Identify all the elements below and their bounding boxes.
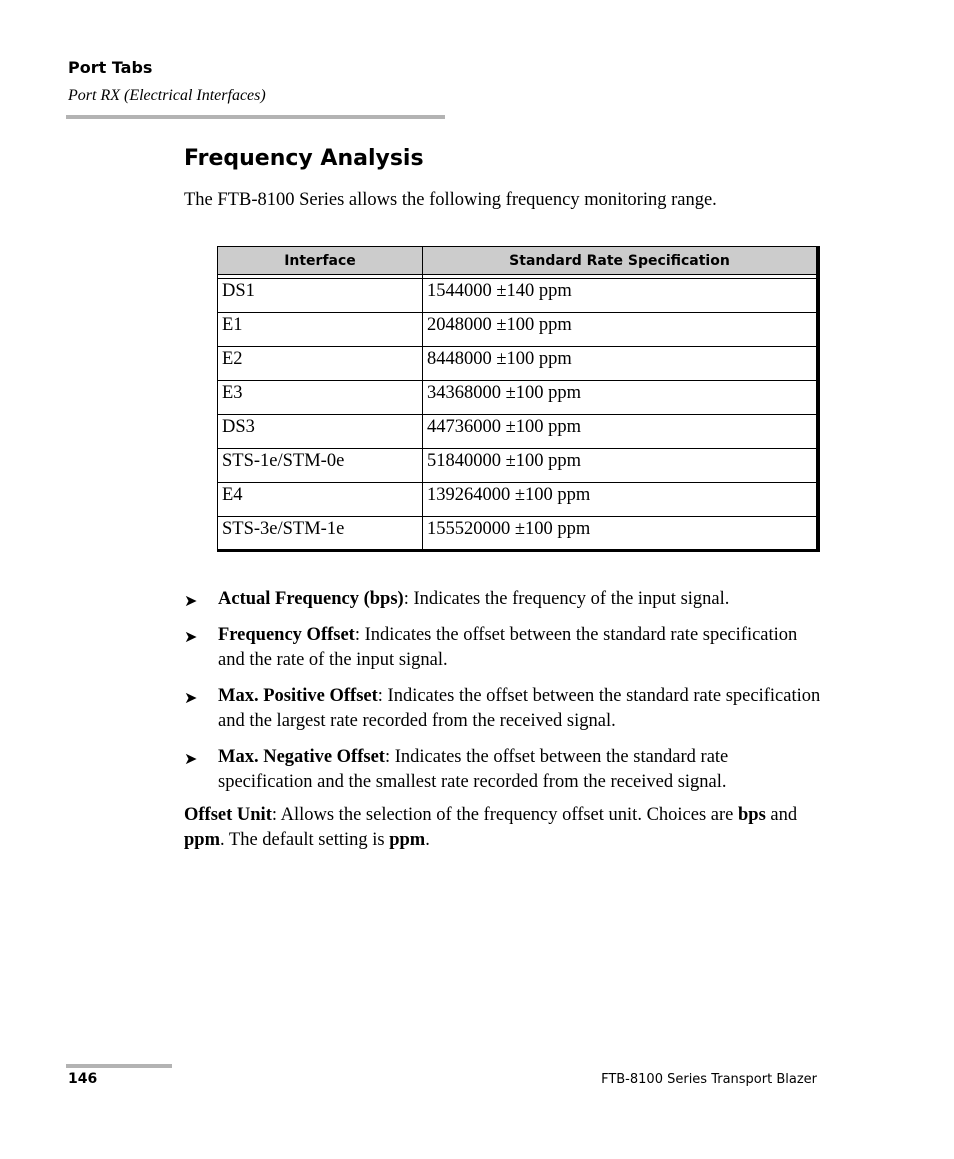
interface-cell: E2 — [218, 347, 423, 381]
rate-cell: 51840000 ±100 ppm — [423, 449, 817, 483]
column-header-rate: Standard Rate Specification — [423, 247, 817, 275]
interface-cell: E4 — [218, 483, 423, 517]
rate-cell: 34368000 ±100 ppm — [423, 381, 817, 415]
rate-cell: 155520000 ±100 ppm — [423, 517, 817, 551]
list-item — [184, 745, 824, 795]
offset-unit-choice-bps: bps — [738, 805, 766, 825]
intro-paragraph: The FTB-8100 Series allows the following frequency monitoring range. — [184, 190, 717, 210]
list-item — [184, 587, 824, 612]
bullet-arrow-icon: ➤ — [184, 627, 198, 646]
interface-cell: E3 — [218, 381, 423, 415]
column-header-interface: Interface — [218, 247, 423, 275]
header-rule — [66, 115, 445, 119]
offset-unit-term: Offset Unit — [184, 805, 272, 825]
bullet-arrow-icon: ➤ — [184, 749, 198, 768]
bullet-term: Frequency Offset — [218, 625, 355, 645]
offset-unit-text-2: and — [765, 805, 798, 825]
footer-doc-title: FTB-8100 Series Transport Blazer — [601, 1072, 817, 1087]
table-row — [218, 415, 817, 449]
interface-cell: STS-1e/STM-0e — [218, 449, 423, 483]
bullet-term: Actual Frequency (bps) — [218, 589, 404, 609]
interface-cell: STS-3e/STM-1e — [218, 517, 423, 551]
interface-cell: E1 — [218, 313, 423, 347]
page-number: 146 — [68, 1071, 98, 1087]
rate-cell: 2048000 ±100 ppm — [423, 313, 817, 347]
page-title: Frequency Analysis — [184, 146, 424, 171]
offset-unit-choice-ppm: ppm — [184, 830, 220, 850]
offset-unit-text-3: . The default setting is — [220, 830, 390, 850]
running-header-section: Port Tabs — [68, 58, 153, 77]
table-row — [218, 483, 817, 517]
rate-cell: 1544000 ±140 ppm — [423, 279, 817, 313]
list-item — [184, 684, 824, 734]
table-row — [218, 381, 817, 415]
rate-cell: 8448000 ±100 ppm — [423, 347, 817, 381]
bullet-arrow-icon: ➤ — [184, 591, 198, 610]
table-row — [218, 517, 817, 551]
table-row — [218, 313, 817, 347]
bullet-text: : Indicates the frequency of the input signal. — [403, 589, 730, 609]
bullet-term: Max. Negative Offset — [218, 747, 385, 767]
frequency-spec-table — [217, 246, 817, 551]
bullet-text: : Indicates the offset between the standard rate specification and the rate of the input signal. — [218, 625, 798, 670]
interface-cell: DS3 — [218, 415, 423, 449]
rate-cell: 44736000 ±100 ppm — [423, 415, 817, 449]
footer-rule — [66, 1064, 172, 1068]
offset-unit-text-4: . — [425, 830, 430, 850]
bullet-text: : Indicates the offset between the standard rate specification and the smallest rate recorded from the received signal. — [218, 747, 729, 792]
running-header-subsection: Port RX (Electrical Interfaces) — [68, 87, 266, 104]
offset-unit-text-1: : Allows the selection of the frequency offset unit. Choices are — [271, 805, 738, 825]
table-row — [218, 449, 817, 483]
bullet-text: : Indicates the offset between the standard rate specification and the largest rate recorded from the received signal. — [218, 686, 821, 731]
table-row — [218, 347, 817, 381]
bullet-arrow-icon: ➤ — [184, 688, 198, 707]
offset-unit-paragraph — [184, 803, 824, 853]
rate-cell: 139264000 ±100 ppm — [423, 483, 817, 517]
table-row — [218, 279, 817, 313]
list-item — [184, 623, 824, 673]
offset-unit-default: ppm — [389, 830, 426, 850]
field-description-list — [184, 587, 824, 806]
interface-cell: DS1 — [218, 279, 423, 313]
bullet-term: Max. Positive Offset — [218, 686, 378, 706]
